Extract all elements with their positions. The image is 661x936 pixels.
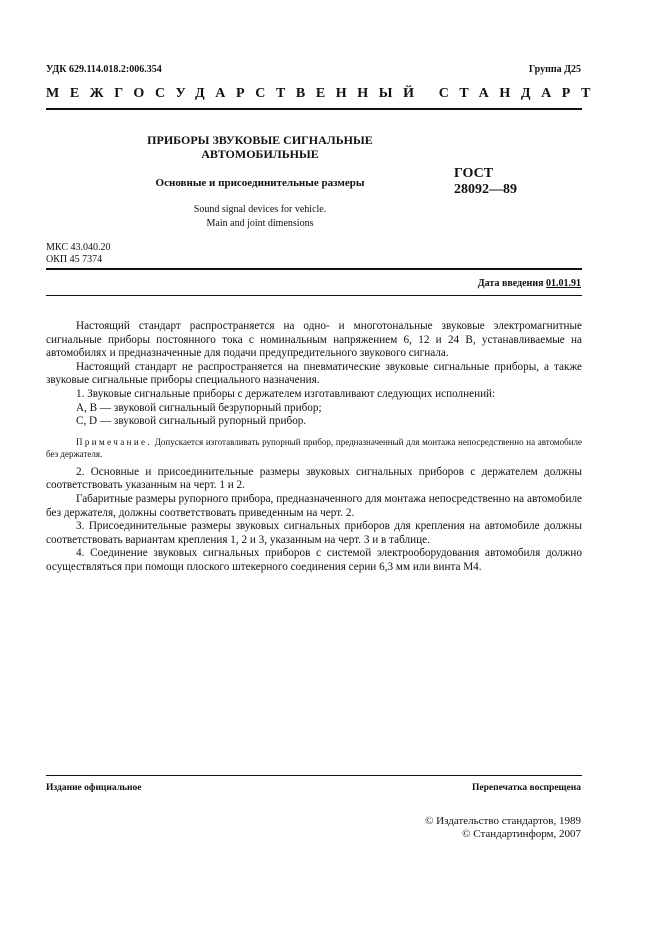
document-body bbox=[46, 320, 582, 575]
copyright-line-2: © Стандартинформ, 2007 bbox=[462, 828, 581, 840]
english-title bbox=[110, 203, 410, 231]
effective-date bbox=[478, 278, 581, 289]
gost-label: ГОСТ bbox=[454, 166, 494, 181]
variant-cd: С, D — звуковой сигнальный рупорный прибор. bbox=[76, 415, 307, 428]
note-text: Допускается изготавливать рупорный прибор, предназначенный для монтажа непосредственно на автомобиле без держателя. bbox=[46, 436, 582, 459]
variant-ab: А, В — звуковой сигнальный безрупорный прибор; bbox=[76, 401, 322, 414]
group-code: Группа Д25 bbox=[528, 64, 581, 75]
paragraph-2-dimensions: Габаритные размеры рупорного прибора, предназначенного для монтажа непосредственно на автомобиле без держателя, должны соответствовать приведенным на черт. 2. bbox=[46, 492, 582, 519]
document-title bbox=[110, 133, 410, 161]
header-rule bbox=[46, 268, 582, 270]
gost-number: 28092—89 bbox=[454, 182, 517, 197]
udk-code: УДК 629.114.018.2:006.354 bbox=[46, 64, 162, 75]
title-line-1: ПРИБОРЫ ЗВУКОВЫЕ СИГНАЛЬНЫЕ bbox=[147, 133, 373, 147]
okp-code: ОКП 45 7374 bbox=[46, 254, 103, 265]
copyright bbox=[425, 815, 581, 841]
paragraph-exclusion: Настоящий стандарт не распространяется на пневматические звуковые сигнальные приборы, а также звуковые сигнальные приборы специального назначения. bbox=[46, 360, 582, 387]
date-rule bbox=[46, 295, 582, 296]
reprint-prohibited: Перепечатка воспрещена bbox=[471, 783, 581, 793]
date-value: 01.01.91 bbox=[546, 278, 581, 289]
paragraph-scope: Настоящий стандарт распространяется на одно- и многотональные звуковые электромагнитные сигнальные приборы постоянного тока с номинальным напряжением 6, 12 и 24 В, устанавливаемые на автомобилях и предназначенные для подачи предупредительного звукового сигнала. bbox=[46, 320, 582, 360]
note-label: Примечание. bbox=[76, 436, 153, 447]
mks-code: МКС 43.040.20 bbox=[46, 242, 111, 253]
top-rule bbox=[46, 108, 582, 110]
english-title-line-2: Main and joint dimensions bbox=[206, 218, 314, 229]
date-label: Дата введения bbox=[477, 278, 544, 289]
copyright-line-1: © Издательство стандартов, 1989 bbox=[425, 815, 581, 827]
english-title-line-1: Sound signal devices for vehicle. bbox=[193, 204, 327, 215]
standard-banner: МЕЖГОСУДАРСТВЕННЫЙ СТАНДАРТ bbox=[46, 86, 602, 101]
paragraph-3: 3. Присоединительные размеры звуковых сигнальных приборов для крепления на автомобиле должны соответствовать вариантам крепления 1, 2 и 3, указанным на черт. 3 и в таблице. bbox=[46, 520, 582, 546]
document-subtitle: Основные и присоединительные размеры bbox=[155, 177, 365, 189]
gost-designation bbox=[454, 166, 517, 198]
paragraph-4: 4. Соединение звуковых сигнальных приборов с системой электрооборудования автомобиля должно осуществляться при помощи плоского штекерного соединения серии 6,3 мм или винта М4. bbox=[46, 547, 582, 573]
title-line-2: АВТОМОБИЛЬНЫЕ bbox=[201, 147, 319, 161]
paragraph-1: 1. Звуковые сигнальные приборы с держателем изготавливают следующих исполнений: bbox=[76, 387, 496, 400]
paragraph-2: 2. Основные и присоединительные размеры звуковых сигнальных приборов с держателем должны соответствовать указанным на черт. 1 и 2. bbox=[46, 465, 582, 492]
classification-codes bbox=[46, 242, 110, 266]
official-edition: Издание официальное bbox=[46, 783, 142, 793]
footer-rule bbox=[46, 775, 582, 776]
note bbox=[46, 436, 582, 460]
